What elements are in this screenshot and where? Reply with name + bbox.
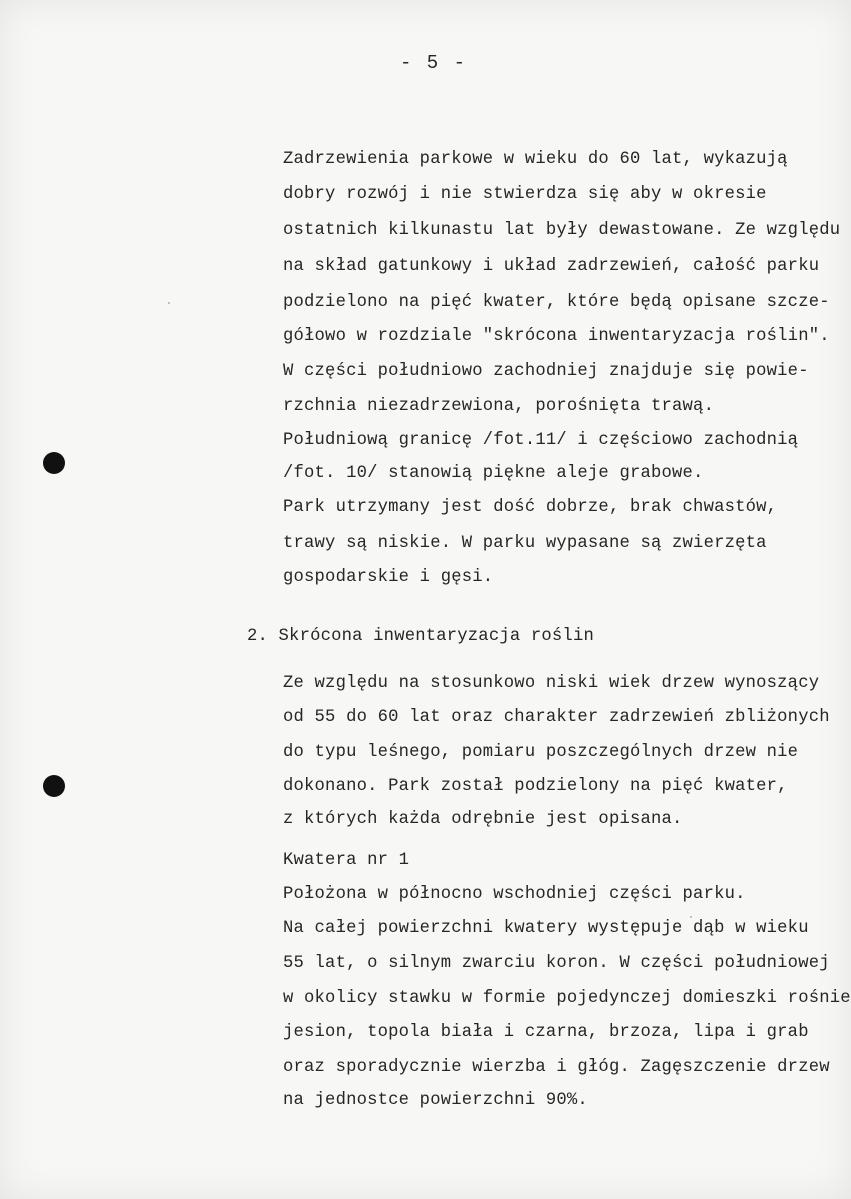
body-line-21: Położona w północno wschodniej części parku. [283, 885, 746, 904]
body-line-7: W części południowo zachodniej znajduje się powie- [283, 362, 809, 381]
body-line-12: trawy są niskie. W parku wypasane są zwierzęta [283, 534, 767, 553]
body-line-27: na jednostce powierzchni 90%. [283, 1091, 588, 1110]
body-line-24: w okolicy stawku w formie pojedynczej domieszki rośnie [283, 989, 851, 1008]
body-line-17: do typu leśnego, pomiaru poszczególnych drzew nie [283, 743, 799, 762]
body-line-13: gospodarskie i gęsi. [283, 568, 494, 587]
body-line-22: Na całej powierzchni kwatery występuje dąb w wieku [283, 919, 809, 938]
body-line-9: Południową granicę /fot.11/ i częściowo zachodnią [283, 431, 799, 450]
page-number: - 5 - [400, 52, 468, 74]
body-line-23: 55 lat, o silnym zwarciu koron. W części południowej [283, 954, 830, 973]
body-line-10: /fot. 10/ stanowią piękne aleje grabowe. [283, 464, 704, 483]
body-line-5: podzielono na pięć kwater, które będą opisane szcze- [283, 293, 830, 312]
section-heading: 2. Skrócona inwentaryzacja roślin [247, 627, 594, 646]
body-line-25: jesion, topola biała i czarna, brzoza, lipa i grab [283, 1023, 809, 1042]
body-line-16: od 55 do 60 lat oraz charakter zadrzewień zbliżonych [283, 708, 830, 727]
punch-hole-bottom [43, 775, 65, 797]
body-line-11: Park utrzymany jest dość dobrze, brak chwastów, [283, 498, 778, 517]
body-line-2: dobry rozwój i nie stwierdza się aby w okresie [283, 185, 767, 204]
body-line-19: z których każda odrębnie jest opisana. [283, 810, 683, 829]
body-line-18: dokonano. Park został podzielony na pięć kwater, [283, 777, 788, 796]
body-line-3: ostatnich kilkunastu lat były dewastowane. Ze względu [283, 221, 841, 240]
body-line-26: oraz sporadycznie wierzba i głóg. Zagęszczenie drzew [283, 1058, 830, 1077]
punch-hole-top [43, 452, 65, 474]
paper-speck [168, 302, 170, 304]
body-line-1: Zadrzewienia parkowe w wieku do 60 lat, wykazują [283, 150, 788, 169]
body-line-8: rzchnia niezadrzewiona, porośnięta trawą. [283, 397, 715, 416]
subsection-heading: Kwatera nr 1 [283, 851, 410, 870]
body-line-15: Ze względu na stosunkowo niski wiek drzew wynoszący [283, 674, 820, 693]
body-line-6: gółowo w rozdziale "skrócona inwentaryzacja roślin". [283, 327, 830, 346]
body-line-4: na skład gatunkowy i układ zadrzewień, całość parku [283, 257, 820, 276]
